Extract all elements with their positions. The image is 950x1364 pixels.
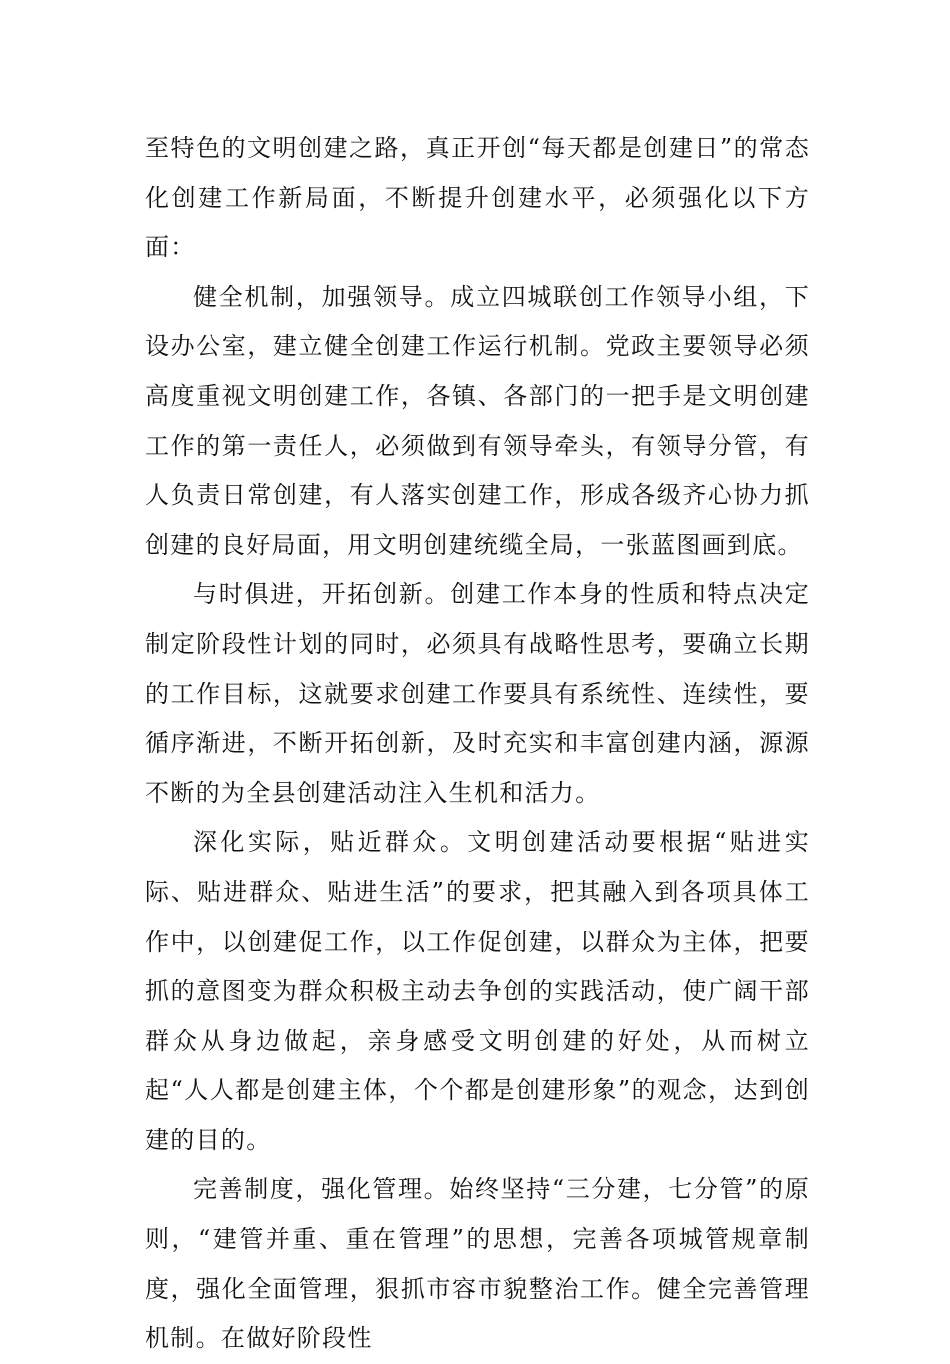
- paragraph-management: 完善制度，强化管理。始终坚持“三分建，七分管”的原则，“建管并重、重在管理”的思想，完善各项城管规章制度，强化全面管理，狠抓市容市貌整治工作。健全完善管理机制。在做好阶段性: [145, 1175, 810, 1353]
- paragraph-close-to-masses: 深化实际，贴近群众。文明创建活动要根据“贴进实际、贴进群众、贴进生活”的要求，把其融入到各项具体工作中，以创建促工作，以工作促创建，以群众为主体，把要抓的意图变为群众积极主动去争创的实践活动，使广阔干部群众从身边做起，亲身感受文明创建的好处，从而树立起“人人都是创建主体，个个都是创建形象”的观念，达到创建的目的。: [145, 828, 810, 1154]
- paragraph-continuation: 至特色的文明创建之路，真正开创“每天都是创建日”的常态化创建工作新局面，不断提升创建水平，必须强化以下方面：: [145, 134, 810, 262]
- paragraph-mechanism-leadership: 健全机制，加强领导。成立四城联创工作领导小组，下设办公室，建立健全创建工作运行机制。党政主要领导必须高度重视文明创建工作，各镇、各部门的一把手是文明创建工作的第一责任人，必须做到有领导牵头，有领导分管，有人负责日常创建，有人落实创建工作，形成各级齐心协力抓创建的良好局面，用文明创建统缆全局，一张蓝图画到底。: [145, 282, 810, 559]
- paragraph-innovation: 与时俱进，开拓创新。创建工作本身的性质和特点决定制定阶段性计划的同时，必须具有战略性思考，要确立长期的工作目标，这就要求创建工作要具有系统性、连续性，要循序渐进，不断开拓创新，及时充实和丰富创建内涵，源源不断的为全县创建活动注入生机和活力。: [145, 580, 810, 807]
- document-body: [145, 124, 810, 1364]
